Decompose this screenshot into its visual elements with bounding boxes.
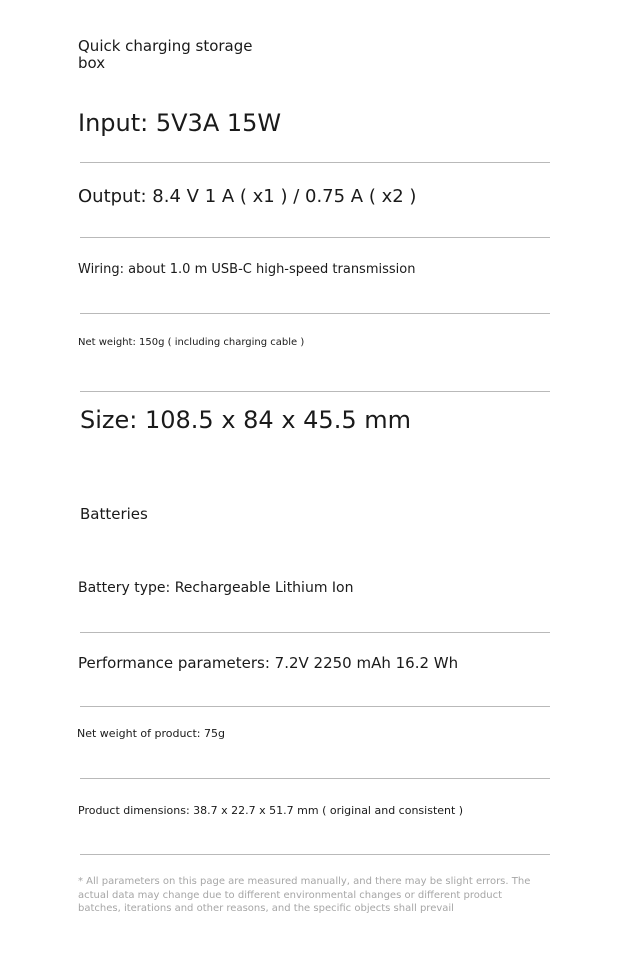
spec-wiring: Wiring: about 1.0 m USB-C high-speed transmission [78, 262, 416, 277]
footnote: * All parameters on this page are measured manually, and there may be slight errors. The actual data may change due to different environmental changes or different product batches, iterations and other reasons, and the specific objects shall prevail [78, 876, 531, 914]
battery-dimensions: Product dimensions: 38.7 x 22.7 x 51.7 mm ( original and consistent ) [78, 804, 464, 817]
divider [80, 706, 550, 707]
divider [80, 778, 550, 779]
spec-input: Input: 5V3A 15W [78, 109, 282, 137]
divider [80, 237, 550, 238]
battery-net-weight: Net weight of product: 75g [77, 727, 225, 740]
divider [80, 632, 550, 633]
spec-net-weight: Net weight: 150g ( including charging cable ) [78, 337, 305, 348]
batteries-heading: Batteries [80, 505, 148, 523]
battery-type: Battery type: Rechargeable Lithium Ion [78, 580, 354, 596]
spec-output: Output: 8.4 V 1 A ( x1 ) / 0.75 A ( x2 ) [78, 186, 417, 207]
product-title: Quick charging storage box [78, 37, 253, 72]
divider [80, 391, 550, 392]
divider [80, 313, 550, 314]
divider [80, 162, 550, 163]
battery-performance: Performance parameters: 7.2V 2250 mAh 16.2 Wh [78, 654, 459, 672]
divider [80, 854, 550, 855]
spec-size: Size: 108.5 x 84 x 45.5 mm [80, 406, 411, 434]
